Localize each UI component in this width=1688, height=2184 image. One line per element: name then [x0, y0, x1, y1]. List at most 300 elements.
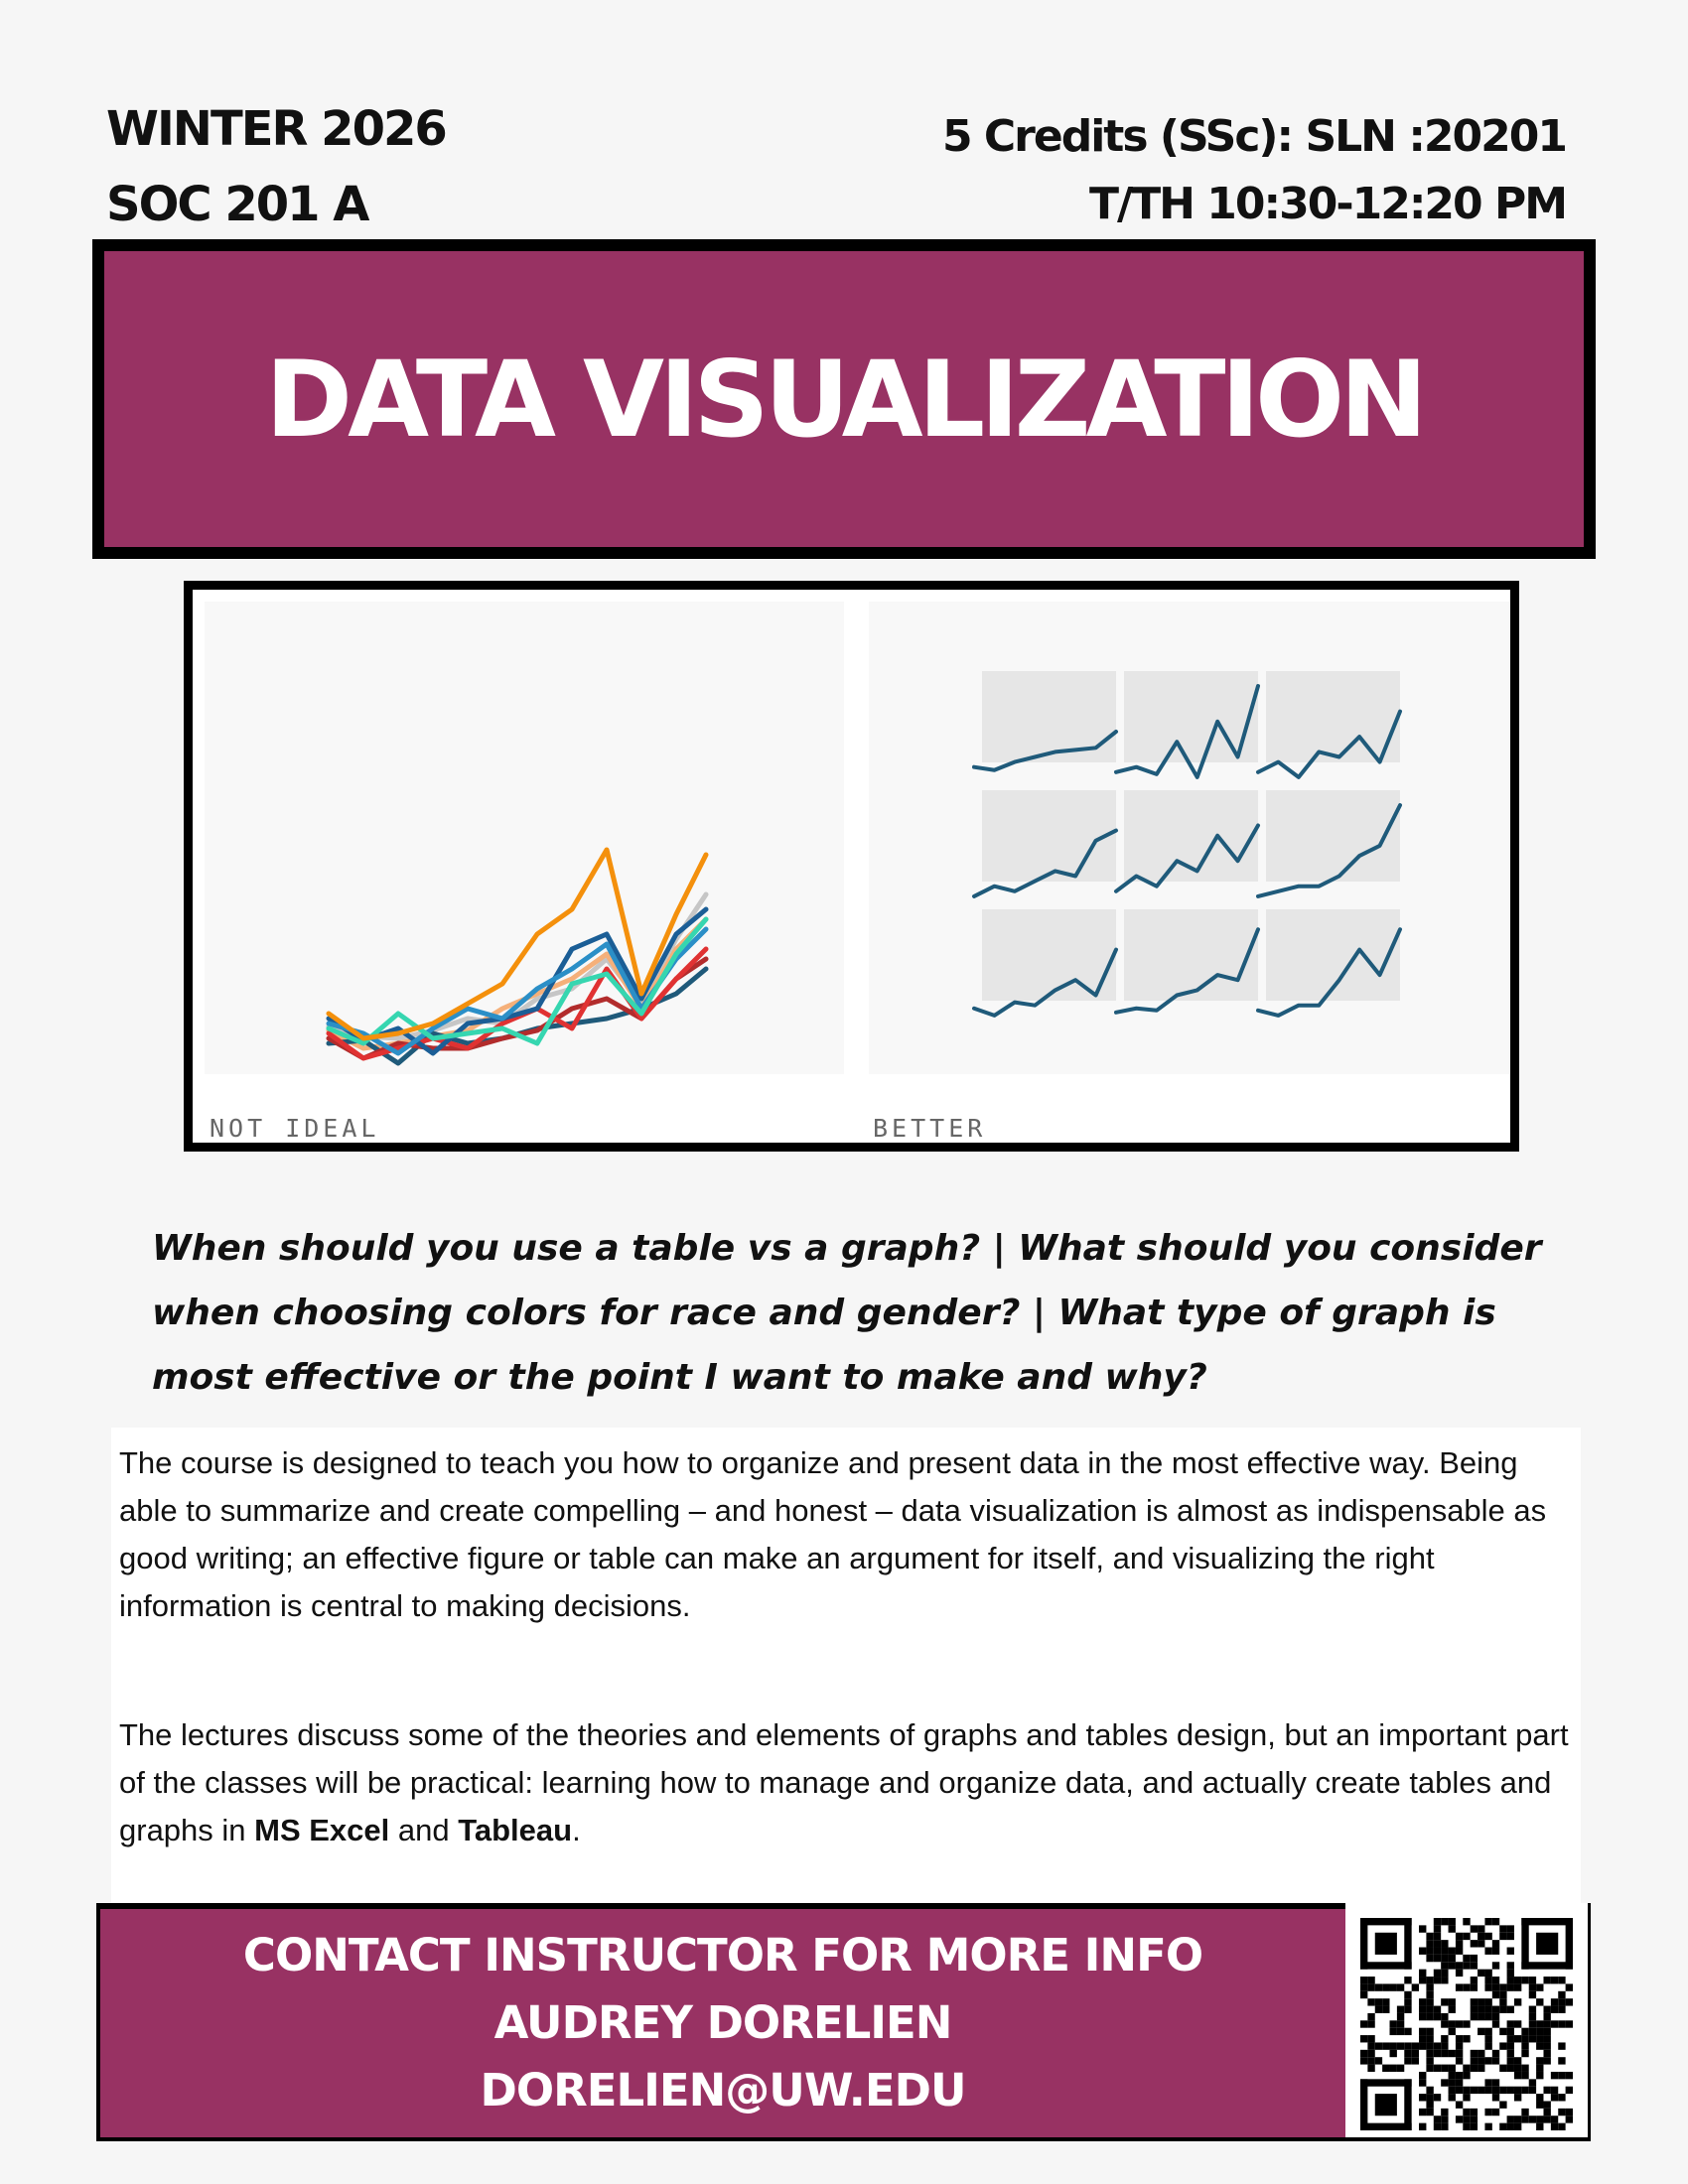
- qr-module: [1477, 2057, 1484, 2064]
- contact-box: [96, 1903, 1345, 2141]
- qr-module: [1419, 2079, 1426, 2086]
- qr-module: [1529, 1977, 1536, 1983]
- qr-module: [1558, 2020, 1565, 2027]
- qr-module: [1477, 1970, 1484, 1977]
- tableau-name: Tableau: [458, 1813, 573, 1847]
- qr-module: [1536, 2035, 1543, 2042]
- qr-module: [1471, 2123, 1477, 2130]
- qr-module: [1456, 1983, 1463, 1990]
- qr-module: [1558, 1998, 1565, 2005]
- qr-module: [1551, 2072, 1558, 2079]
- qr-module: [1426, 1955, 1433, 1962]
- qr-module: [1419, 1948, 1426, 1955]
- qr-module: [1521, 1977, 1528, 1983]
- qr-module: [1551, 2087, 1558, 2094]
- qr-module: [1492, 1983, 1499, 1990]
- qr-module: [1426, 2050, 1433, 2057]
- qr-module: [1441, 2042, 1448, 2049]
- course-label: SOC 201 A: [106, 177, 368, 232]
- qr-module: [1367, 2013, 1374, 2020]
- qr-module: [1492, 2109, 1499, 2116]
- qr-module: [1543, 2042, 1550, 2049]
- qr-module: [1492, 2057, 1499, 2064]
- qr-module: [1449, 2028, 1456, 2035]
- qr-module: [1551, 2116, 1558, 2122]
- qr-finder: [1375, 1933, 1397, 1955]
- qr-module: [1419, 2028, 1426, 2035]
- qr-module: [1375, 2042, 1382, 2049]
- qr-module: [1566, 2087, 1573, 2094]
- description-paragraph-1: The course is designed to teach you how to organize and present data in the most effective way. Being able to summarize and create compelling – and honest – data visualization is almost as indispensable as good writing; an effective figure or table can make an argument for itself, and visualizing the right information is central to making decisions.: [119, 1445, 1547, 1623]
- qr-module: [1492, 1962, 1499, 1969]
- qr-module: [1543, 2057, 1550, 2064]
- qr-module: [1419, 1998, 1426, 2005]
- qr-module: [1558, 2006, 1565, 2013]
- qr-module: [1397, 1983, 1404, 1990]
- qr-module: [1514, 1977, 1521, 1983]
- qr-module: [1536, 2094, 1543, 2101]
- qr-module: [1521, 2065, 1528, 2072]
- small-multiple-cell: [982, 790, 1116, 882]
- qr-module: [1477, 2006, 1484, 2013]
- qr-module: [1492, 2013, 1499, 2020]
- qr-module: [1484, 1918, 1491, 1925]
- qr-module: [1456, 1948, 1463, 1955]
- qr-module: [1484, 2035, 1491, 2042]
- qr-module: [1566, 2109, 1573, 2116]
- qr-module: [1426, 1977, 1433, 1983]
- qr-module: [1441, 1940, 1448, 1947]
- qr-module: [1507, 1925, 1514, 1932]
- qr-module: [1514, 2123, 1521, 2130]
- qr-module: [1360, 2035, 1367, 2042]
- qr-module: [1426, 2035, 1433, 2042]
- qr-module: [1543, 2020, 1550, 2027]
- qr-module: [1382, 1983, 1389, 1990]
- qr-module: [1434, 2050, 1441, 2057]
- qr-module: [1463, 2035, 1470, 2042]
- qr-finder: [1360, 2123, 1412, 2130]
- qr-module: [1536, 2065, 1543, 2072]
- qr-module: [1404, 2006, 1411, 2013]
- qr-module: [1521, 2109, 1528, 2116]
- qr-module: [1543, 2050, 1550, 2057]
- qr-module: [1471, 1955, 1477, 1962]
- qr-module: [1441, 2079, 1448, 2086]
- qr-module: [1456, 1933, 1463, 1940]
- qr-module: [1484, 1998, 1491, 2005]
- qr-finder: [1404, 1918, 1411, 1970]
- qr-module: [1507, 1977, 1514, 1983]
- qr-module: [1543, 2013, 1550, 2020]
- qr-module: [1426, 1940, 1433, 1947]
- qr-module: [1514, 2020, 1521, 2027]
- qr-module: [1419, 2109, 1426, 2116]
- qr-module: [1558, 2057, 1565, 2064]
- qr-module: [1566, 1998, 1573, 2005]
- qr-module: [1499, 2123, 1506, 2130]
- qr-module: [1404, 2028, 1411, 2035]
- qr-module: [1456, 1970, 1463, 1977]
- qr-module: [1492, 1948, 1499, 1955]
- qr-module: [1492, 2050, 1499, 2057]
- qr-module: [1566, 1983, 1573, 1990]
- qr-module: [1521, 2035, 1528, 2042]
- qr-module: [1566, 2116, 1573, 2122]
- qr-module: [1367, 2020, 1374, 2027]
- qr-module: [1382, 2006, 1389, 2013]
- qr-module: [1484, 2109, 1491, 2116]
- qr-module: [1449, 1998, 1456, 2005]
- qr-module: [1367, 1998, 1374, 2005]
- qr-module: [1536, 2020, 1543, 2027]
- qr-module: [1492, 1991, 1499, 1998]
- qr-module: [1558, 2123, 1565, 2130]
- qr-module: [1471, 2057, 1477, 2064]
- qr-module: [1449, 1955, 1456, 1962]
- qr-module: [1426, 2006, 1433, 2013]
- qr-module: [1529, 1991, 1536, 1998]
- qr-module: [1507, 1962, 1514, 1969]
- qr-module: [1419, 1925, 1426, 1932]
- qr-module: [1477, 2087, 1484, 2094]
- guiding-questions: When should you use a table vs a graph? | What should you consider when choosing colors for race and gender? | What type of graph is most effective or the point I want to make and why?: [152, 1228, 1542, 1398]
- qr-module: [1471, 2087, 1477, 2094]
- qr-module: [1382, 2065, 1389, 2072]
- qr-module: [1536, 1998, 1543, 2005]
- qr-module: [1507, 2065, 1514, 2072]
- qr-module: [1521, 2050, 1528, 2057]
- qr-module: [1456, 2042, 1463, 2049]
- qr-module: [1471, 1962, 1477, 1969]
- title-banner: [92, 239, 1596, 559]
- qr-module: [1426, 2042, 1433, 2049]
- qr-module: [1536, 1983, 1543, 1990]
- small-multiples-chart: [869, 602, 1509, 1074]
- qr-module: [1529, 2006, 1536, 2013]
- qr-module: [1543, 2109, 1550, 2116]
- qr-finder: [1360, 2079, 1367, 2130]
- description-text: The lectures discuss some of the theories and elements of graphs and tables design, but an important part of the classes will be practical: learning how to manage and organize data, and actually create tables and graphs in: [119, 1717, 1569, 1847]
- qr-module: [1360, 1977, 1367, 1983]
- qr-module: [1441, 1948, 1448, 1955]
- qr-module: [1456, 2101, 1463, 2108]
- qr-module: [1551, 1977, 1558, 1983]
- qr-module: [1484, 1983, 1491, 1990]
- qr-module: [1471, 2109, 1477, 2116]
- qr-module: [1543, 2087, 1550, 2094]
- qr-module: [1558, 2109, 1565, 2116]
- qr-module: [1404, 1977, 1411, 1983]
- qr-module: [1434, 1925, 1441, 1932]
- qr-module: [1477, 1998, 1484, 2005]
- qr-module: [1477, 2013, 1484, 2020]
- qr-module: [1375, 1983, 1382, 1990]
- qr-module: [1543, 2006, 1550, 2013]
- qr-module: [1521, 2087, 1528, 2094]
- qr-module: [1507, 2035, 1514, 2042]
- qr-module: [1536, 2101, 1543, 2108]
- qr-module: [1558, 2072, 1565, 2079]
- qr-module: [1449, 2050, 1456, 2057]
- qr-module: [1566, 2072, 1573, 2079]
- qr-module: [1441, 2065, 1448, 2072]
- description-period: .: [572, 1813, 581, 1847]
- qr-module: [1463, 1962, 1470, 1969]
- qr-module: [1492, 2094, 1499, 2101]
- qr-module: [1397, 2006, 1404, 2013]
- qr-module: [1360, 2057, 1367, 2064]
- qr-module: [1449, 2072, 1456, 2079]
- qr-module: [1441, 2035, 1448, 2042]
- qr-module: [1367, 1983, 1374, 1990]
- qr-module: [1419, 1977, 1426, 1983]
- contact-heading: CONTACT INSTRUCTOR FOR MORE INFO: [242, 1929, 1203, 1981]
- qr-module: [1471, 1925, 1477, 1932]
- qr-module: [1449, 1925, 1456, 1932]
- qr-module: [1484, 2013, 1491, 2020]
- qr-module: [1449, 1918, 1456, 1925]
- qr-module: [1426, 1933, 1433, 1940]
- qr-module: [1434, 2094, 1441, 2101]
- qr-module: [1426, 2101, 1433, 2108]
- schedule-label: T/TH 10:30-12:20 PM: [1089, 179, 1566, 229]
- qr-module: [1558, 2094, 1565, 2101]
- qr-module: [1426, 2057, 1433, 2064]
- qr-module: [1484, 1970, 1491, 1977]
- qr-module: [1543, 2101, 1550, 2108]
- qr-module: [1484, 2042, 1491, 2049]
- qr-module: [1477, 2065, 1484, 2072]
- qr-module: [1434, 1940, 1441, 1947]
- qr-module: [1463, 2094, 1470, 2101]
- course-description: [111, 1428, 1581, 1904]
- qr-module: [1507, 2050, 1514, 2057]
- small-multiple-cell: [1266, 790, 1400, 882]
- qr-module: [1529, 2087, 1536, 2094]
- qr-finder: [1521, 1962, 1573, 1969]
- instructor-name: AUDREY DORELIEN: [493, 1996, 952, 2049]
- qr-module: [1499, 2101, 1506, 2108]
- qr-module: [1529, 1983, 1536, 1990]
- qr-module: [1434, 2116, 1441, 2122]
- qr-module: [1426, 2028, 1433, 2035]
- qr-module: [1484, 2057, 1491, 2064]
- qr-module: [1426, 2013, 1433, 2020]
- qr-module: [1484, 1948, 1491, 1955]
- qr-module: [1390, 1983, 1397, 1990]
- qr-module: [1419, 2123, 1426, 2130]
- qr-module: [1514, 2035, 1521, 2042]
- qr-module: [1477, 1925, 1484, 1932]
- qr-module: [1471, 1983, 1477, 1990]
- qr-module: [1434, 2065, 1441, 2072]
- qr-module: [1434, 1970, 1441, 1977]
- qr-module: [1441, 1955, 1448, 1962]
- qr-module: [1499, 2065, 1506, 2072]
- qr-module: [1551, 2094, 1558, 2101]
- qr-module: [1471, 1940, 1477, 1947]
- qr-module: [1463, 1918, 1470, 1925]
- qr-module: [1471, 2013, 1477, 2020]
- qr-module: [1367, 1977, 1374, 1983]
- qr-module: [1367, 2057, 1374, 2064]
- qr-module: [1382, 1998, 1389, 2005]
- qr-module: [1463, 2116, 1470, 2122]
- qr-module: [1434, 2013, 1441, 2020]
- qr-module: [1449, 2065, 1456, 2072]
- qr-module: [1449, 2087, 1456, 2094]
- qr-module: [1397, 2065, 1404, 2072]
- qr-module: [1484, 2087, 1491, 2094]
- qr-module: [1536, 2057, 1543, 2064]
- qr-module: [1456, 2035, 1463, 2042]
- qr-module: [1367, 2035, 1374, 2042]
- qr-module: [1360, 2050, 1367, 2057]
- qr-finder: [1521, 1918, 1528, 1970]
- qr-module: [1456, 2079, 1463, 2086]
- qr-module: [1360, 1991, 1367, 1998]
- qr-module: [1507, 2020, 1514, 2027]
- qr-module: [1507, 2057, 1514, 2064]
- qr-module: [1471, 2116, 1477, 2122]
- qr-module: [1397, 2028, 1404, 2035]
- qr-finder: [1360, 2079, 1412, 2086]
- qr-module: [1456, 2072, 1463, 2079]
- credits-label: 5 Credits (SSc): SLN :20201: [941, 111, 1566, 162]
- qr-module: [1375, 2006, 1382, 2013]
- qr-module: [1529, 2079, 1536, 2086]
- qr-module: [1426, 1948, 1433, 1955]
- qr-module: [1521, 2072, 1528, 2079]
- qr-module: [1419, 2042, 1426, 2049]
- qr-module: [1463, 2087, 1470, 2094]
- qr-module: [1375, 2057, 1382, 2064]
- qr-module: [1412, 2057, 1419, 2064]
- qr-module: [1514, 1983, 1521, 1990]
- qr-module: [1367, 2050, 1374, 2057]
- qr-module: [1404, 1998, 1411, 2005]
- qr-module: [1499, 1991, 1506, 1998]
- qr-module: [1543, 2116, 1550, 2122]
- qr-module: [1434, 1933, 1441, 1940]
- qr-module: [1426, 1998, 1433, 2005]
- description-paragraph-2: [119, 1711, 1573, 1854]
- qr-module: [1375, 1998, 1382, 2005]
- qr-module: [1426, 1983, 1433, 1990]
- qr-module: [1404, 2050, 1411, 2057]
- qr-module: [1463, 1983, 1470, 1990]
- qr-module: [1484, 1977, 1491, 1983]
- qr-module: [1529, 2013, 1536, 2020]
- qr-module: [1419, 2006, 1426, 2013]
- small-multiple-cell: [982, 909, 1116, 1001]
- qr-module: [1426, 2065, 1433, 2072]
- qr-module: [1449, 2079, 1456, 2086]
- qr-module: [1471, 1977, 1477, 1983]
- qr-module: [1536, 2116, 1543, 2122]
- qr-module: [1434, 1955, 1441, 1962]
- not-ideal-label: NOT IDEAL: [210, 1114, 380, 1143]
- qr-module: [1463, 2065, 1470, 2072]
- qr-module: [1536, 2123, 1543, 2130]
- qr-module: [1499, 2087, 1506, 2094]
- qr-module: [1463, 2072, 1470, 2079]
- qr-module: [1397, 2013, 1404, 2020]
- qr-module: [1543, 2035, 1550, 2042]
- qr-module: [1456, 2050, 1463, 2057]
- qr-module: [1456, 2020, 1463, 2027]
- qr-module: [1463, 2123, 1470, 2130]
- qr-module: [1529, 2020, 1536, 2027]
- qr-module: [1426, 2087, 1433, 2094]
- qr-module: [1441, 1918, 1448, 1925]
- qr-finder: [1360, 1962, 1412, 1969]
- qr-module: [1390, 2050, 1397, 2057]
- qr-module: [1507, 1948, 1514, 1955]
- qr-module: [1471, 2065, 1477, 2072]
- qr-module: [1390, 2065, 1397, 2072]
- qr-module: [1456, 1940, 1463, 1947]
- qr-module: [1404, 1991, 1411, 1998]
- qr-module: [1484, 1933, 1491, 1940]
- qr-module: [1390, 2028, 1397, 2035]
- qr-module: [1536, 2072, 1543, 2079]
- qr-module: [1551, 2020, 1558, 2027]
- qr-finder: [1521, 1918, 1573, 1925]
- qr-module: [1507, 2087, 1514, 2094]
- qr-module: [1456, 1962, 1463, 1969]
- qr-module: [1536, 2042, 1543, 2049]
- qr-module: [1514, 2094, 1521, 2101]
- qr-module: [1499, 1983, 1506, 1990]
- qr-finder: [1404, 2079, 1411, 2130]
- qr-module: [1463, 2109, 1470, 2116]
- qr-module: [1456, 2116, 1463, 2122]
- qr-module: [1551, 2123, 1558, 2130]
- qr-module: [1514, 2072, 1521, 2079]
- qr-module: [1492, 2079, 1499, 2086]
- description-conjunction: and: [389, 1813, 459, 1847]
- qr-code-icon[interactable]: [1360, 1918, 1573, 2130]
- qr-finder: [1375, 2094, 1397, 2116]
- qr-module: [1434, 1977, 1441, 1983]
- qr-module: [1434, 1918, 1441, 1925]
- better-panel: [869, 602, 1509, 1074]
- qr-module: [1492, 1940, 1499, 1947]
- qr-module: [1390, 2020, 1397, 2027]
- qr-module: [1397, 2042, 1404, 2049]
- qr-module: [1426, 2094, 1433, 2101]
- qr-module: [1441, 2116, 1448, 2122]
- qr-module: [1463, 1955, 1470, 1962]
- qr-module: [1558, 1991, 1565, 1998]
- instructor-email[interactable]: DORELIEN@UW.EDU: [480, 2064, 966, 2116]
- qr-module: [1463, 2020, 1470, 2027]
- qr-code-box: [1345, 1903, 1591, 2141]
- qr-module: [1514, 2057, 1521, 2064]
- qr-module: [1566, 2020, 1573, 2027]
- qr-module: [1529, 2035, 1536, 2042]
- qr-module: [1449, 1948, 1456, 1955]
- qr-module: [1514, 2116, 1521, 2122]
- qr-module: [1434, 2123, 1441, 2130]
- qr-module: [1441, 2123, 1448, 2130]
- qr-module: [1412, 2050, 1419, 2057]
- qr-module: [1477, 2028, 1484, 2035]
- qr-module: [1434, 2006, 1441, 2013]
- qr-module: [1499, 2028, 1506, 2035]
